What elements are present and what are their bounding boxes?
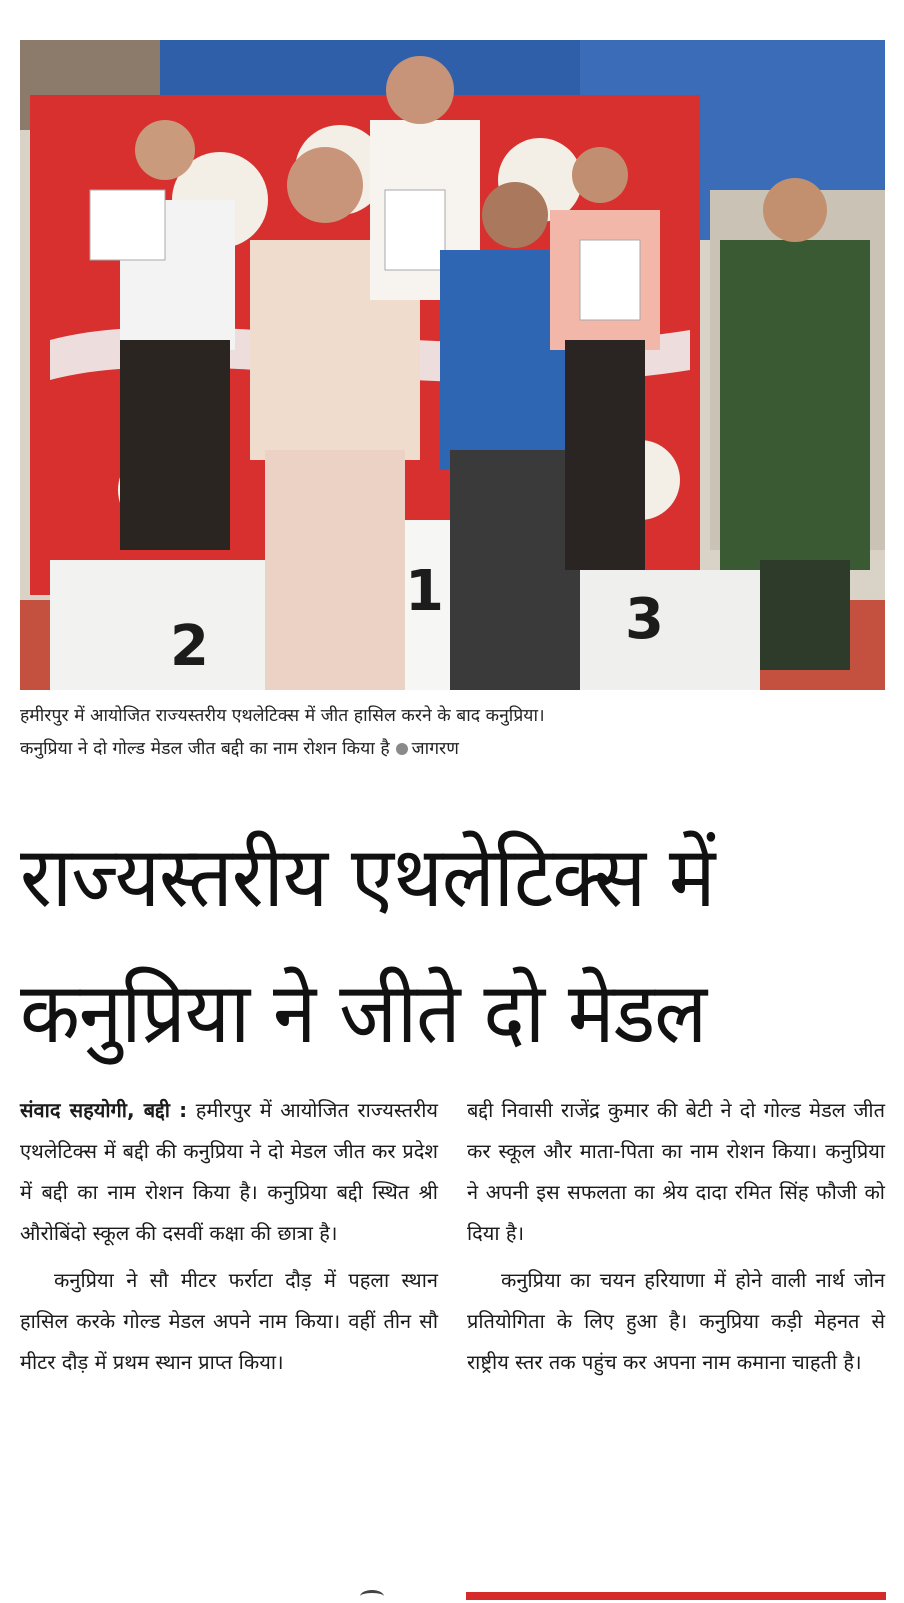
photo-caption [20,700,885,766]
caption-line-1: हमीरपुर में आयोजित राज्यस्तरीय एथलेटिक्स में जीत हासिल करने के बाद कनुप्रिया। [20,706,545,726]
paragraph: कनुप्रिया ने सौ मीटर फर्राटा दौड़ में पहला स्थान हासिल करके गोल्ड मेडल अपने नाम किया। वहीं तीन सौ मीटर दौड़ में प्रथम स्थान प्राप्त किया। [20,1268,438,1374]
paragraph: बद्दी निवासी राजेंद्र कुमार की बेटी ने दो गोल्ड मेडल जीत कर स्कूल और माता-पिता का नाम रोशन किया। कनुप्रिया ने अपनी इस सफलता का श्रेय दादा रमित सिंह फौजी को दिया है। [467,1098,885,1245]
article-column-left [20,1090,438,1383]
headline-line-2: कनुप्रिया ने जीते दो मेडल [20,965,707,1063]
divider [360,1590,384,1603]
news-photo [20,40,885,690]
byline: संवाद सहयोगी, बद्दी : [20,1098,188,1122]
paragraph-text: हमीरपुर में आयोजित राज्यस्तरीय एथलेटिक्स में बद्दी की कनुप्रिया ने दो मेडल जीत कर प्रदेश में बद्दी का नाम रोशन किया है। कनुप्रिया बद्दी स्थित श्री औरोबिंदो स्कूल की दसवीं कक्षा की छात्रा है। [20,1098,438,1245]
bullet-dot-icon [396,743,408,755]
caption-credit: जागरण [411,739,459,759]
divider [466,1592,886,1600]
podium-number-1: 1 [405,559,444,624]
caption-line-2 [20,733,885,766]
podium-number-2: 2 [170,614,209,679]
paragraph [20,1090,438,1254]
headline-line-1: राज्यस्तरीय एथलेटिक्स में [20,829,715,927]
caption-text: कनुप्रिया ने दो गोल्ड मेडल जीत बद्दी का नाम रोशन किया है [20,739,390,759]
podium-number-3: 3 [625,587,664,652]
award-ceremony-image [20,40,885,690]
paragraph: कनुप्रिया का चयन हरियाणा में होने वाली नार्थ जोन प्रतियोगिता के लिए हुआ है। कनुप्रिया कड़ी मेहनत से राष्ट्रीय स्तर तक पहुंच कर अपना नाम कमाना चाहती है। [467,1268,885,1374]
headline [20,810,885,1082]
article-column-right [467,1090,885,1383]
